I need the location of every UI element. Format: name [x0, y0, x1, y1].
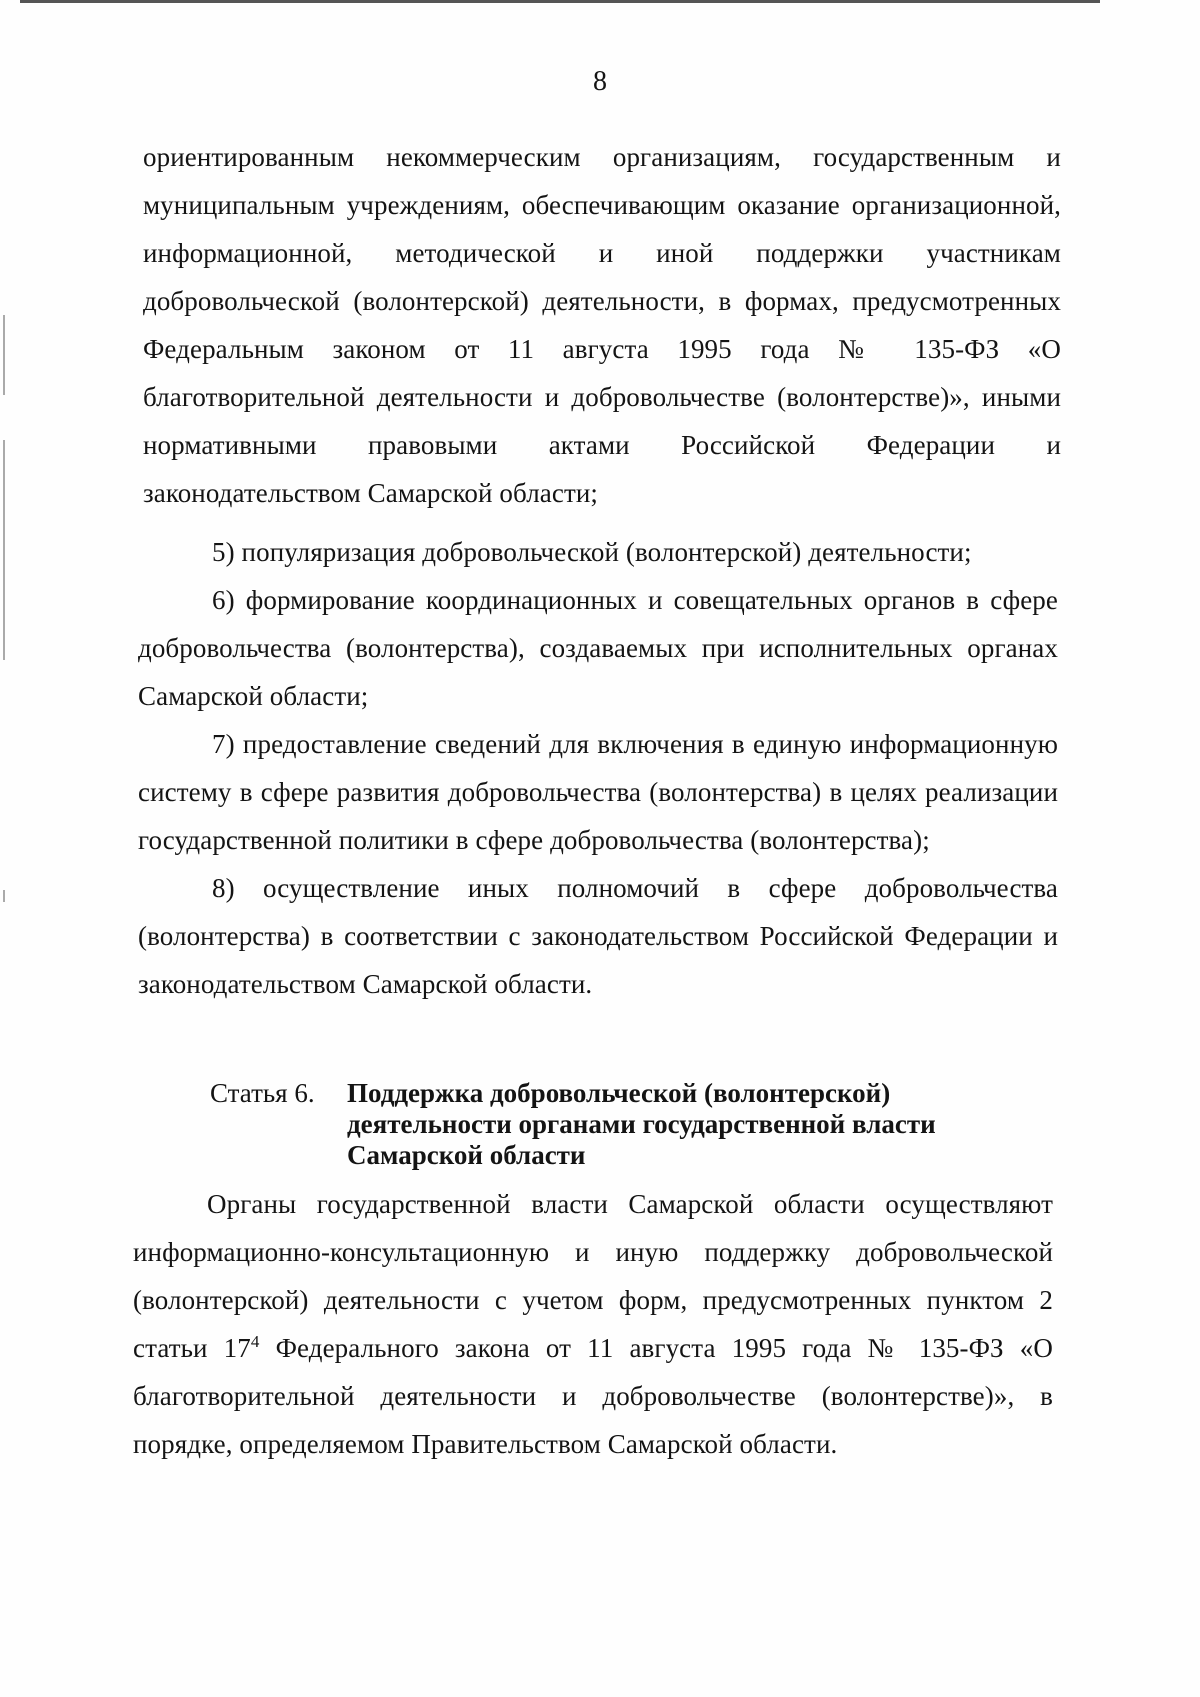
article-heading [210, 1078, 1010, 1171]
scan-margin-mark [3, 890, 5, 902]
scan-margin-mark [3, 315, 5, 395]
article-paragraph [133, 1180, 1053, 1468]
page-number: 8 [593, 66, 607, 97]
scan-top-edge [20, 0, 1100, 3]
article-title: Поддержка добровольческой (волонтерской) деятельности органами государственной власти Самарской области [347, 1078, 936, 1170]
paragraph-text: ориентированным некоммерческим организациям, государственным и муниципальным учреждениям, обеспечивающим оказание организационной, информационной, методической и иной поддержки участникам добровольческой (волонтерской) деятельности, в формах, предусмотренных Федеральным законом от 11 августа 1995 года № 135-ФЗ «О благотворительной деятельности и добровольчестве (волонтерстве)», иными нормативными правовыми актами Российской Федерации и законодательством Самарской области; [143, 142, 1061, 508]
list-items [138, 528, 1058, 1008]
article-label: Статья 6. [210, 1078, 315, 1108]
article-body [133, 1180, 1053, 1468]
list-item: 8) осуществление иных полномочий в сфере добровольчества (волонтерства) в соответствии с законодательством Российской Федерации и законодательством Самарской области. [138, 873, 1058, 999]
list-item: 6) формирование координационных и совещательных органов в сфере добровольчества (волонтерства), создаваемых при исполнительных органах Самарской области; [138, 585, 1058, 711]
article-text-part2: Федерального закона от 11 августа 1995 года № 135-ФЗ «О благотворительной деятельности и добровольчестве (волонтерстве)», в порядке, определяемом Правительством Самарской области. [133, 1333, 1053, 1459]
list-item: 7) предоставление сведений для включения в единую информационную систему в сфере развития добровольчества (волонтерства) в целях реализации государственной политики в сфере добровольчества (волонтерства); [138, 729, 1058, 855]
scan-margin-mark [3, 440, 5, 660]
continuation-paragraph [143, 133, 1061, 517]
article-superscript: 4 [250, 1332, 260, 1351]
list-item: 5) популяризация добровольческой (волонтерской) деятельности; [212, 537, 972, 567]
article-text-part1: Органы государственной власти Самарской области осуществляют информационно-консультационную и иную поддержку добровольческой (волонтерской) деятельности с учетом форм, предусмотренных пунктом 2 статьи 17 [133, 1189, 1053, 1363]
